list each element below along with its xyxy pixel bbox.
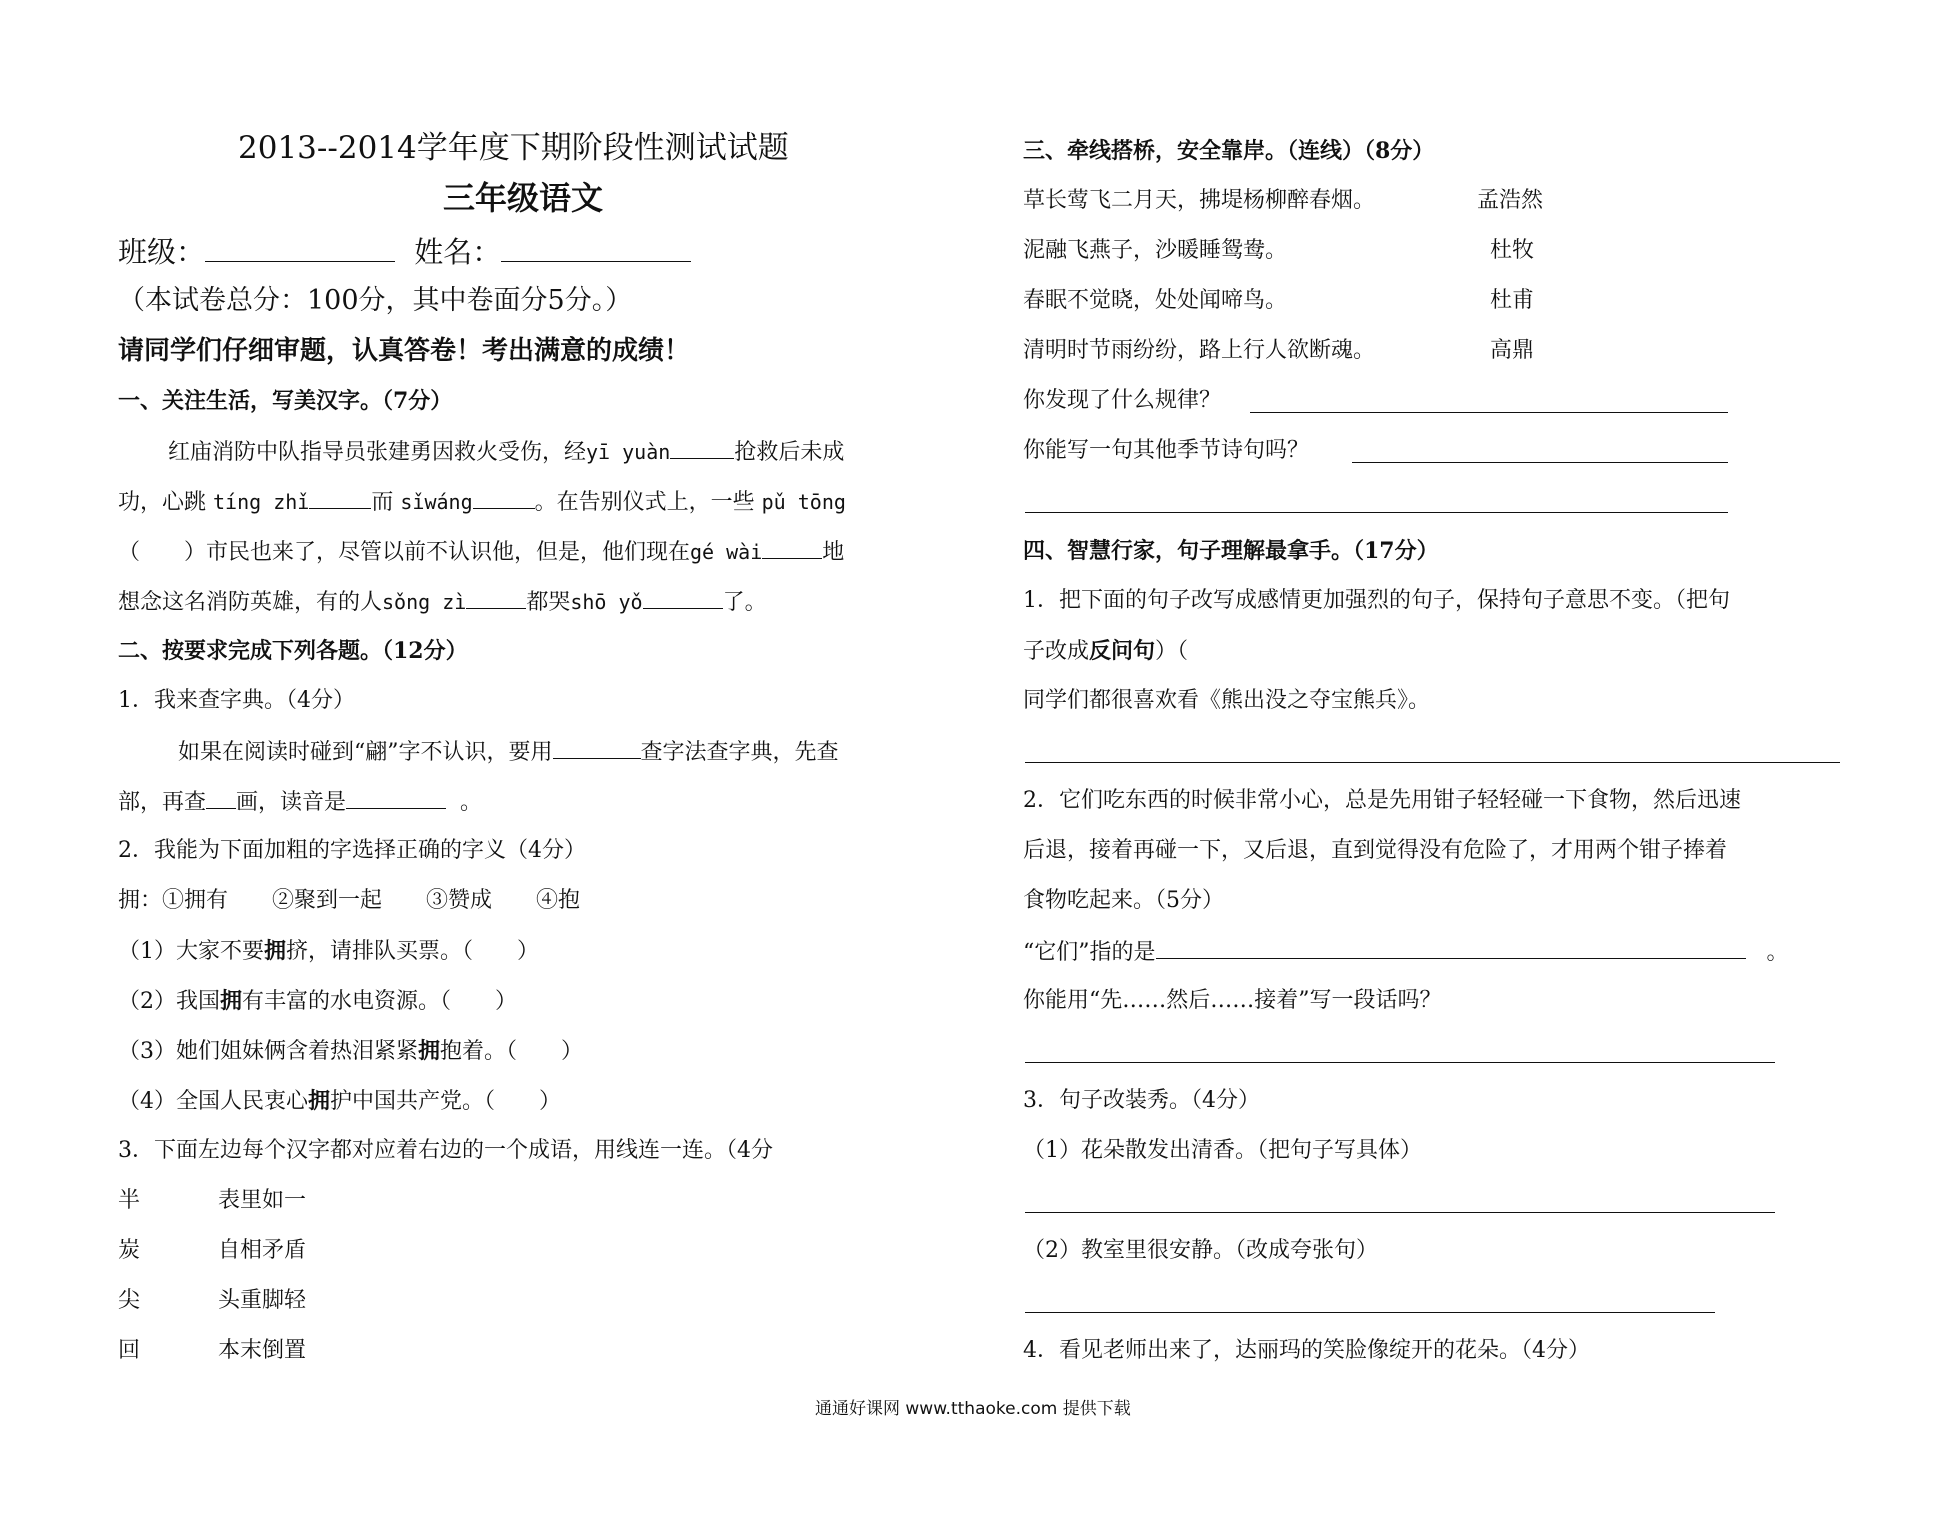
answer-line[interactable] [1250,412,1728,413]
answer-line[interactable] [1352,462,1728,463]
pinyin-putong: pǔ tōng [761,490,846,514]
blank-1[interactable] [670,436,734,459]
pinyin-shoyo: shō yǒ [570,590,643,614]
subject-title: 三年级语文 [443,179,604,217]
blank-3[interactable] [473,486,535,509]
sec3-ask1: 你发现了什么规律？ [1023,388,1222,413]
encourage-text: 请同学们仔细审题，认真答卷！考出满意的成绩！ [118,336,691,366]
match-idiom[interactable]: 表里如一 [218,1188,307,1213]
refers-to-blank[interactable] [1156,936,1746,959]
poem-line[interactable]: 清明时节雨纷纷，路上行人欲断魂。 [1023,338,1376,363]
match-idiom[interactable]: 本末倒置 [218,1338,307,1363]
match-char[interactable]: 尖 [118,1288,141,1313]
sec4-q3-2: （2）教室里很安静。（改成夸张句） [1023,1238,1378,1263]
name-blank[interactable] [501,235,691,262]
blank-5[interactable] [466,586,526,609]
sec2-heading: 二、按要求完成下列各题。（12分） [118,638,468,664]
exam-title: 2013--2014学年度下期阶段性测试试题 [238,130,789,166]
sec2-q1: 1．我来查字典。（4分） [118,688,355,713]
sec3-heading: 三、牵线搭桥，安全靠岸。（连线）（8分） [1023,138,1435,164]
sec1-line4: 想念这名消防英雄，有的人sǒng zì 都哭shō yǒ 了。 [118,586,767,618]
match-char[interactable]: 半 [118,1188,141,1213]
sec4-q1-line1: 1．把下面的句子改写成感情更加强烈的句子，保持句子意思不变。（把句 [1023,588,1730,613]
sec4-q1-line3: 同学们都很喜欢看《熊出没之夺宝熊兵》。 [1023,688,1431,713]
blank-6[interactable] [643,586,723,609]
sec4-q2-line5: 你能用“先……然后……接着”写一段话吗？ [1023,988,1442,1013]
sec4-heading: 四、智慧行家，句子理解最拿手。（17分） [1023,538,1439,564]
class-name-row [118,232,691,272]
answer-line[interactable] [1025,1312,1715,1313]
blank-2[interactable] [309,486,371,509]
poet-name[interactable]: 杜牧 [1490,238,1535,263]
sec2-q1-line1: 如果在阅读时碰到“翩”字不认识，要用 查字法查字典，先查 [178,736,839,768]
poet-name[interactable]: 高鼎 [1490,338,1535,363]
poet-name[interactable]: 孟浩然 [1477,188,1544,213]
sec3-ask2: 你能写一句其他季节诗句吗？ [1023,438,1310,463]
pinyin-siwang: sǐwáng [400,490,473,514]
answer-line[interactable] [1025,762,1840,763]
sec1-heading: 一、关注生活，写美汉字。（7分） [118,388,453,414]
sec4-q1-line2: 子改成反问句）（ [1023,638,1189,664]
sec2-q2: 2．我能为下面加粗的字选择正确的字义（4分） [118,838,586,863]
pinyin-songzi: sǒng zì [382,590,467,614]
sec4-q3: 3．句子改装秀。（4分） [1023,1088,1260,1113]
match-idiom[interactable]: 头重脚轻 [218,1288,307,1313]
pinyin-gewai: gé wài [690,540,763,564]
sec4-q2-line3: 食物吃起来。（5分） [1023,888,1224,913]
match-char[interactable]: 炭 [118,1238,141,1263]
sec4-q2-line4: “它们”指的是 。 [1023,936,1789,968]
poem-line[interactable]: 草长莺飞二月天，拂堤杨柳醉春烟。 [1023,188,1376,213]
pinyin-blank[interactable] [346,786,446,809]
sec1-line1: 红庙消防中队指导员张建勇因救火受伤，经yī yuàn 抢救后未成 [168,436,844,468]
match-idiom[interactable]: 自相矛盾 [218,1238,307,1263]
stroke-blank[interactable] [206,786,236,809]
answer-line[interactable] [1025,1062,1775,1063]
sec4-q3-1: （1）花朵散发出清香。（把句子写具体） [1023,1138,1422,1163]
class-blank[interactable] [205,235,395,262]
match-char[interactable]: 回 [118,1338,141,1363]
sec1-line2: 功，心跳 tíng zhǐ 而 sǐwáng 。在告别仪式上，一些 pǔ tōng [118,486,846,518]
poem-line[interactable]: 春眠不觉晓，处处闻啼鸟。 [1023,288,1288,313]
sec2-q2-item: （1）大家不要拥挤，请排队买票。（ ） [118,938,540,964]
poet-name[interactable]: 杜甫 [1490,288,1535,313]
name-label: 姓名： [414,235,502,269]
score-note: （本试卷总分：100分，其中卷面分5分。） [118,285,633,316]
footer-source: 通通好课网 www.tthaoke.com 提供下载 [815,1399,1131,1419]
sec4-q4: 4．看见老师出来了，达丽玛的笑脸像绽开的花朵。（4分） [1023,1338,1590,1363]
blank-4[interactable] [762,536,822,559]
dict-method-blank[interactable] [553,736,641,759]
sec2-q2-item: （3）她们姐妹俩含着热泪紧紧拥抱着。（ ） [118,1038,584,1064]
pinyin-tingzhi: tíng zhǐ [213,490,310,514]
sec2-q1-line2: 部，再查 画，读音是 。 [118,786,482,818]
sec4-q2-line1: 2．它们吃东西的时候非常小心，总是先用钳子轻轻碰一下食物，然后迅速 [1023,788,1741,813]
answer-line[interactable] [1025,1212,1775,1213]
sec2-q3: 3．下面左边每个汉字都对应着右边的一个成语，用线连一连。（4分 [118,1138,773,1163]
poem-line[interactable]: 泥融飞燕子，沙暖睡鸳鸯。 [1023,238,1288,263]
sec4-q2-line2: 后退，接着再碰一下，又后退，直到觉得没有危险了，才用两个钳子捧着 [1023,838,1728,863]
sec2-q2-options: 拥：①拥有 ②聚到一起 ③赞成 ④抱 [118,888,581,913]
class-label: 班级： [118,235,206,269]
answer-line[interactable] [1025,512,1728,513]
sec2-q2-item: （4）全国人民衷心拥护中国共产党。（ ） [118,1088,562,1114]
pinyin-yiyuan: yī yuàn [586,440,671,464]
sec2-q2-item: （2）我国拥有丰富的水电资源。（ ） [118,988,518,1014]
sec1-line3: （ ）市民也来了，尽管以前不认识他，但是，他们现在gé wài 地 [118,536,844,568]
